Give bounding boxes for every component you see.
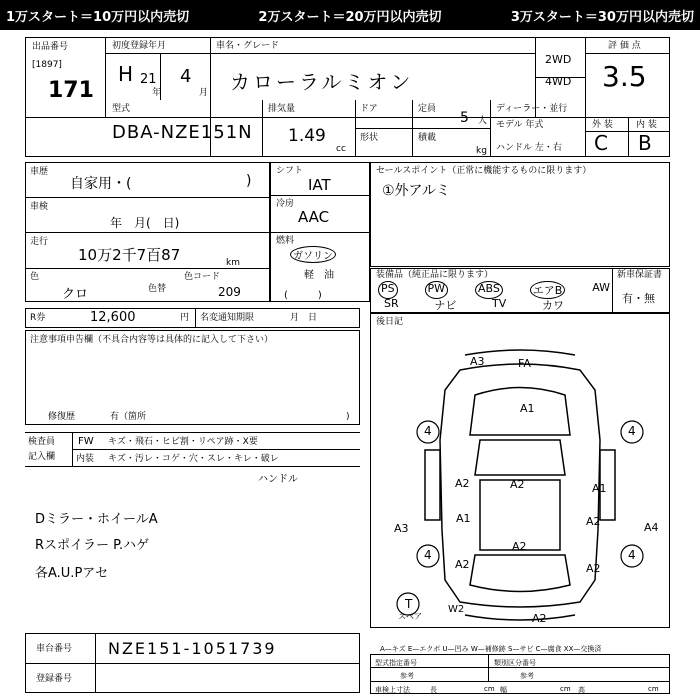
equip-aw: AW [592, 281, 610, 294]
history-close: ) [246, 173, 252, 189]
inspector-label-2: 記入欄 [28, 452, 56, 462]
mark-a2-rl: A2 [455, 558, 470, 571]
mark-tire-fl: 4 [424, 424, 432, 438]
load-label: 積載 [418, 133, 437, 143]
kg-unit: kg [476, 146, 487, 156]
notes-label: 注意事項申告欄（不具合内容等は具体的に記入して下さい） [30, 335, 274, 345]
equip-pw: PW [425, 281, 449, 299]
reg-era: H [118, 62, 134, 86]
lot-code: [1897] [32, 60, 62, 70]
warranty-value: 有・無 [622, 292, 655, 305]
shaken-label: 車検 [30, 202, 49, 212]
mileage: 10万2千7百87 [78, 246, 181, 264]
recycle-label: R券 [30, 313, 46, 323]
diagram-label: 後日記 [376, 317, 404, 327]
disp-label: 排気量 [268, 104, 296, 114]
mark-a1-left: A1 [456, 512, 471, 525]
chassis-number: NZE151-1051739 [108, 639, 277, 658]
capacity: 5 [460, 110, 469, 126]
shape-label: 形状 [360, 133, 379, 143]
score: 3.5 [602, 60, 647, 93]
spec-wid: 幅 [500, 686, 507, 694]
reg-number-label: 登録番号 [36, 674, 73, 684]
model-code: DBA-NZE151N [112, 122, 253, 143]
mark-w2: W2 [448, 604, 465, 615]
mark-a2-rr: A2 [586, 562, 601, 575]
spec-ref-b: 参考 [520, 672, 534, 680]
equip-sr: SR [384, 297, 399, 310]
mileage-label: 走行 [30, 237, 49, 247]
fuel-label: 燃料 [276, 236, 295, 246]
tax-label: 名変通知期限 [200, 313, 255, 323]
spec-type-label: 型式指定番号 [375, 659, 417, 667]
color-change-label: 色替 [148, 284, 167, 294]
spec-dims-label: 車検上寸法 [375, 686, 410, 694]
repair-close: ) [346, 412, 350, 422]
mark-tire-rr: 4 [628, 548, 636, 562]
displacement: 1.49 [288, 126, 326, 146]
mark-a3-top: A3 [470, 355, 485, 368]
spec-hgt-cm: cm [648, 685, 659, 693]
equip-abs: ABS [475, 281, 503, 299]
banner-tier-2: 2万スタート＝20万円以内売切 [258, 9, 442, 25]
fw-text: キズ・飛石・ヒビ割・リペア跡・X要 [108, 437, 258, 447]
banner-tier-1: 1万スタート＝10万円以内売切 [6, 9, 190, 25]
wd4-label: 4WD [545, 75, 572, 88]
shift-value: IAT [308, 176, 331, 194]
month-unit: 月 [199, 88, 209, 98]
mark-fa: FA [518, 357, 531, 370]
mark-a4: A4 [644, 521, 659, 534]
cc-unit: cc [336, 144, 346, 154]
history-value: 自家用・( [70, 176, 132, 192]
remark-line-3: 各A.U.Pアセ [35, 566, 109, 581]
spec-wid-cm: cm [560, 685, 571, 693]
reg-year: 21 [140, 72, 157, 87]
shaken-text: 年 月( 日) [110, 216, 180, 230]
equip-airbag: エアB [530, 281, 566, 299]
grade-label: 評 価 点 [608, 41, 641, 51]
mark-spare-t: T [405, 597, 413, 611]
fuel-paren: ( ) [284, 290, 322, 301]
mark-a2-right: A2 [586, 515, 601, 528]
equip-leather: カワ [542, 299, 564, 312]
color: クロ [62, 287, 89, 302]
sales-block [370, 162, 670, 267]
int-check-label: 内装 [76, 454, 95, 464]
ext-label: 外 装 [592, 120, 613, 130]
mark-a3-side: A3 [394, 522, 409, 535]
handle-label: ハンドル 左・右 [496, 143, 562, 153]
mark-a2-bumper: A2 [532, 612, 547, 625]
equip-label: 装備品（純正品に限ります） [376, 270, 494, 280]
tax-text: 月 日 [290, 313, 318, 323]
ac-value: AAC [298, 208, 330, 226]
mark-tire-rl: 4 [424, 548, 432, 562]
history-label: 車歴 [30, 167, 49, 177]
wd2-label: 2WD [545, 53, 572, 66]
shift-label: シフト [276, 166, 304, 176]
fw-label: FW [78, 436, 94, 447]
cap-label: 定員 [418, 104, 437, 114]
yen-unit: 円 [180, 313, 190, 323]
mark-a2-fl: A2 [455, 477, 470, 490]
price-banner [0, 0, 700, 30]
equip-navi: ナビ [434, 299, 457, 312]
equip-row-2 [384, 297, 564, 313]
mark-a1-fr: A1 [592, 482, 607, 495]
mark-tire-fr: 4 [628, 424, 636, 438]
fuel-circled: ガソリン [290, 246, 336, 263]
ext-grade: C [594, 131, 608, 155]
cap-unit: 人 [478, 116, 488, 126]
ac-label: 冷房 [276, 199, 295, 209]
spec-len-cm: cm [484, 685, 495, 693]
inspector-label-1: 検査員 [28, 437, 56, 447]
int-grade: B [638, 131, 652, 155]
sales-label: セールスポイント（正常に機能するものに限ります） [376, 166, 592, 176]
mark-a2-rear: A2 [512, 540, 527, 553]
remark-line-1: Dミラー・ホイールA [35, 512, 158, 527]
lot-label: 出品番号 [32, 42, 69, 52]
spec-ref-a: 参考 [400, 672, 414, 680]
lot-number: 171 [48, 78, 94, 103]
dealer-label: ディーラー・並行 [496, 104, 568, 114]
km-unit: km [226, 258, 240, 268]
model-year-label: モデル 年式 [496, 120, 544, 130]
car-name: カローラルミオン [230, 70, 414, 94]
equip-tv: TV [492, 297, 507, 310]
repair-value: 有（箇所 [110, 412, 147, 422]
spec-len: 長 [430, 686, 437, 694]
spec-class-label: 類別区分番号 [494, 659, 536, 667]
color-label: 色 [30, 272, 40, 282]
chassis-label: 車台番号 [36, 644, 73, 654]
name-label: 車名・グレード [216, 41, 280, 51]
repair-label: 修復歴 [48, 412, 76, 422]
spare-label: スペア [398, 612, 422, 621]
model-label: 型式 [112, 104, 131, 114]
reg-month: 4 [180, 66, 192, 87]
int-label: 内 装 [636, 120, 657, 130]
banner-tier-3: 3万スタート＝30万円以内売切 [510, 9, 694, 25]
recycle-amount: 12,600 [90, 310, 136, 325]
color-code-label: 色コード [184, 272, 221, 282]
mark-a1-hood: A1 [520, 402, 535, 415]
spec-hgt: 高 [578, 686, 585, 694]
sales-value: ①外アルミ [382, 183, 450, 199]
reg-label: 初度登録年月 [112, 41, 167, 51]
year-unit: 年 [152, 88, 162, 98]
handle-note: ハンドル [258, 474, 298, 485]
fuel-alt: 軽 油 [304, 270, 334, 281]
mark-a2-roof: A2 [510, 478, 525, 491]
damage-legend: A—キズ E—エクボ U—凹み W—補修跡 S—サビ C—腐食 XX—交換済 [380, 645, 602, 653]
remark-line-2: Rスポイラー P.ハゲ [35, 538, 150, 553]
door-label: ドア [360, 104, 378, 114]
color-code: 209 [218, 285, 241, 299]
int-check-text: キズ・汚レ・コゲ・穴・スレ・キレ・破レ [108, 454, 279, 464]
equip-ps: PS [378, 281, 398, 299]
warranty-label: 新車保証書 [617, 270, 663, 280]
